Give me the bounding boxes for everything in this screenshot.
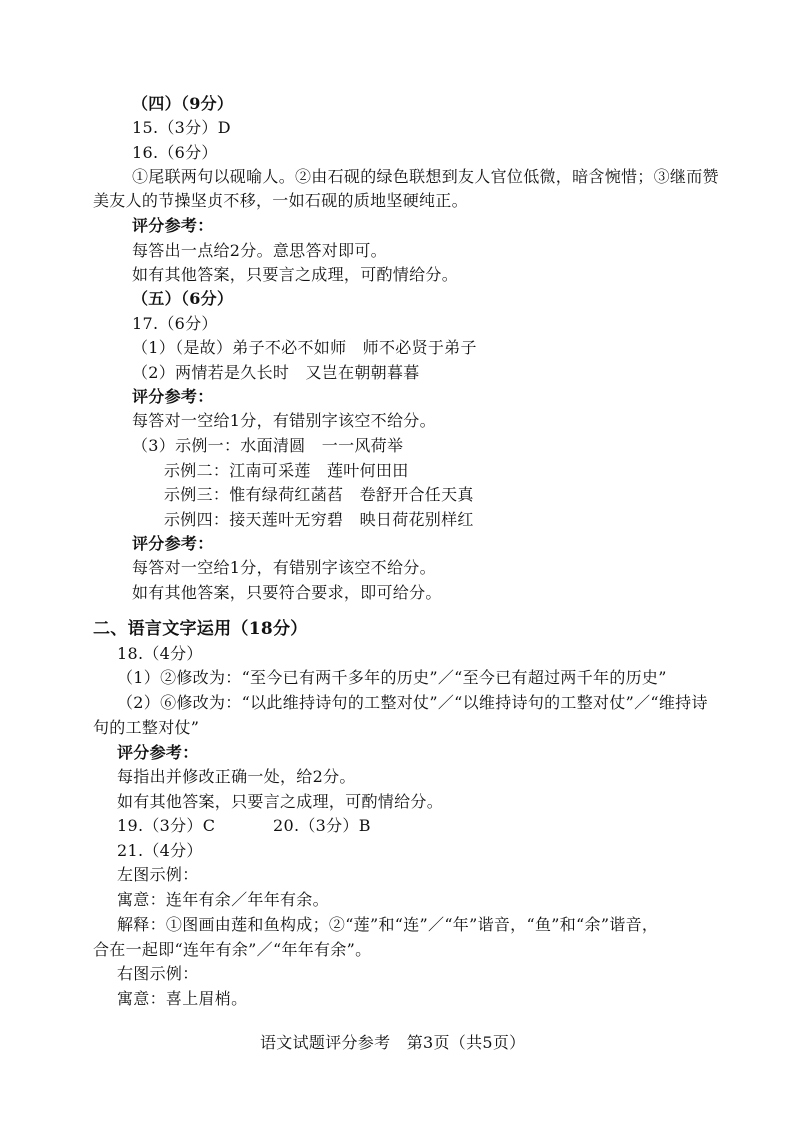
- q17-heading: 17.（6分）: [132, 314, 218, 333]
- q17-answer-1: （1）（是故）弟子不必不如师 师不必贤于弟子: [132, 338, 477, 357]
- q18-answer-2: （2）⑥修改为：“以此维持诗句的工整对仗”／“以维持诗句的工整对仗”／“维持诗: [117, 693, 708, 712]
- grading-text: 每答对一空给1分，有错别字该空不给分。: [132, 558, 436, 577]
- grading-text: 每答对一空给1分，有错别字该空不给分。: [132, 411, 436, 430]
- q17-example-3: 示例三：惟有绿荷红菡萏 卷舒开合任天真: [164, 485, 474, 504]
- left-explanation: 解释：①图画由莲和鱼构成；②“莲”和“连”／“年”谐音，“鱼”和“余”谐音，: [117, 915, 659, 934]
- q16-answer-line-1: ①尾联两句以砚喻人。②由石砚的绿色联想到友人官位低微，暗含惋惜；③继而赞: [132, 167, 719, 186]
- grading-text: 如有其他答案，只要言之成理，可酌情给分。: [132, 265, 459, 284]
- q21-heading: 21.（4分）: [117, 841, 203, 860]
- part-2-heading: 二、语言文字运用（18分）: [93, 619, 308, 639]
- grading-text: 每答出一点给2分。意思答对即可。: [132, 241, 387, 260]
- q17-example-4: 示例四：接天莲叶无穷碧 映日荷花别样红: [164, 510, 474, 529]
- q16-answer-line-2: 美友人的节操坚贞不移，一如石砚的质地坚硬纯正。: [93, 191, 468, 210]
- left-example-label: 左图示例：: [117, 865, 199, 884]
- q17-answer-3: （3）示例一：水面清圆 一一风荷举: [132, 436, 404, 455]
- grading-text: 如有其他答案，只要言之成理，可酌情给分。: [117, 792, 444, 811]
- grading-label: 评分参考：: [132, 534, 214, 553]
- q18-answer-2-cont: 句的工整对仗”: [93, 718, 200, 737]
- left-meaning: 寓意：连年有余／年年有余。: [117, 890, 329, 909]
- section-4-heading: （四）（9分）: [132, 94, 234, 113]
- q17-answer-2: （2）两情若是久长时 又岂在朝朝暮暮: [132, 363, 420, 382]
- grading-label: 评分参考：: [132, 216, 214, 235]
- q18-answer-1: （1）②修改为：“至今已有两千多年的历史”／“至今已有超过两千年的历史”: [117, 668, 667, 687]
- grading-text: 每指出并修改正确一处，给2分。: [117, 767, 356, 786]
- grading-label: 评分参考：: [117, 743, 199, 762]
- q20-answer: 20.（3分）B: [273, 816, 371, 835]
- grading-text: 如有其他答案，只要符合要求，即可给分。: [132, 583, 442, 602]
- q15-answer: 15.（3分）D: [132, 118, 231, 137]
- right-example-label: 右图示例：: [117, 964, 199, 983]
- q16-heading: 16.（6分）: [132, 143, 218, 162]
- q17-example-2: 示例二：江南可采莲 莲叶何田田: [164, 461, 409, 480]
- right-meaning: 寓意：喜上眉梢。: [117, 989, 248, 1008]
- left-explanation-cont: 合在一起即“连年有余”／“年年有余”。: [93, 940, 372, 959]
- q18-heading: 18.（4分）: [117, 644, 203, 663]
- q19-answer: 19.（3分）C: [117, 816, 216, 835]
- page-footer: 语文试题评分参考 第3页（共5页）: [260, 1033, 526, 1052]
- grading-label: 评分参考：: [132, 387, 214, 406]
- section-5-heading: （五）（6分）: [132, 289, 234, 308]
